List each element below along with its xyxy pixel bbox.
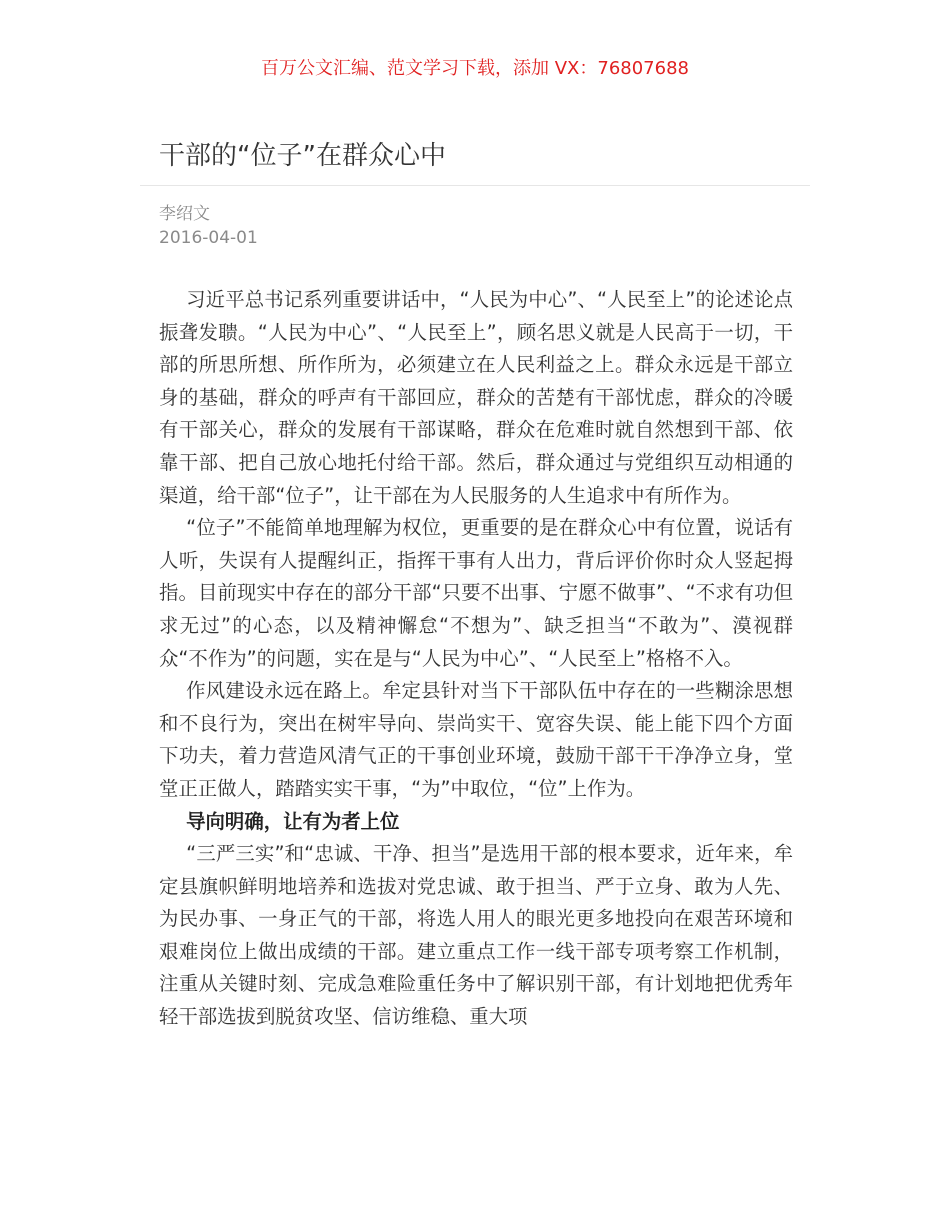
promo-banner: 百万公文汇编、范文学习下载，添加 VX：76807688	[261, 58, 689, 79]
paragraph-3: 作风建设永远在路上。牟定县针对当下干部队伍中存在的一些糊涂思想和不良行为，突出在树牢导向、崇尚实干、宽容失误、能上能下四个方面下功夫，着力营造风清气正的干事创业环境，鼓励干部干干净净立身，堂堂正正做人，踏踏实实干事，“为”中取位，“位”上作为。	[159, 679, 793, 800]
paragraph-4: “三严三实”和“忠诚、干净、担当”是选用干部的根本要求，近年来，牟定县旗帜鲜明地培养和选拔对党忠诚、敢于担当、严于立身、敢为人先、为民办事、一身正气的干部，将选人用人的眼光更多地投向在艰苦环境和艰难岗位上做出成绩的干部。建立重点工作一线干部专项考察工作机制，注重从关键时刻、完成急难险重任务中了解识别干部，有计划地把优秀年轻干部选拔到脱贫攻坚、信访维稳、重大项	[159, 842, 793, 1029]
article-body	[159, 284, 793, 1034]
article-meta	[159, 202, 258, 250]
section-heading: 导向明确，让有为者上位	[186, 809, 400, 833]
title-divider	[140, 185, 810, 186]
paragraph-2: “位子”不能简单地理解为权位，更重要的是在群众心中有位置，说话有人听，失误有人提醒纠正，指挥干事有人出力，背后评价你时众人竖起拇指。目前现实中存在的部分干部“只要不出事、宁愿不做事”、“不求有功但求无过”的心态，以及精神懈怠“不想为”、缺乏担当“不敢为”、漠视群众“不作为”的问题，实在是与“人民为中心”、“人民至上”格格不入。	[159, 516, 793, 670]
publish-date: 2016-04-01	[159, 228, 258, 248]
author-name: 李绍文	[159, 204, 210, 224]
paragraph-1: 习近平总书记系列重要讲话中，“人民为中心”、“人民至上”的论述论点振聋发聩。“人民为中心”、“人民至上”，顾名思义就是人民高于一切，干部的所思所想、所作所为，必须建立在人民利益之上。群众永远是干部立身的基础，群众的呼声有干部回应，群众的苦楚有干部忧虑，群众的冷暖有干部关心，群众的发展有干部谋略，群众在危难时就自然想到干部、依靠干部、把自己放心地托付给干部。然后，群众通过与党组织互动相通的渠道，给干部“位子”，让干部在为人民服务的人生追求中有所作为。	[159, 288, 793, 507]
article-title: 干部的“位子”在群众心中	[159, 141, 446, 171]
